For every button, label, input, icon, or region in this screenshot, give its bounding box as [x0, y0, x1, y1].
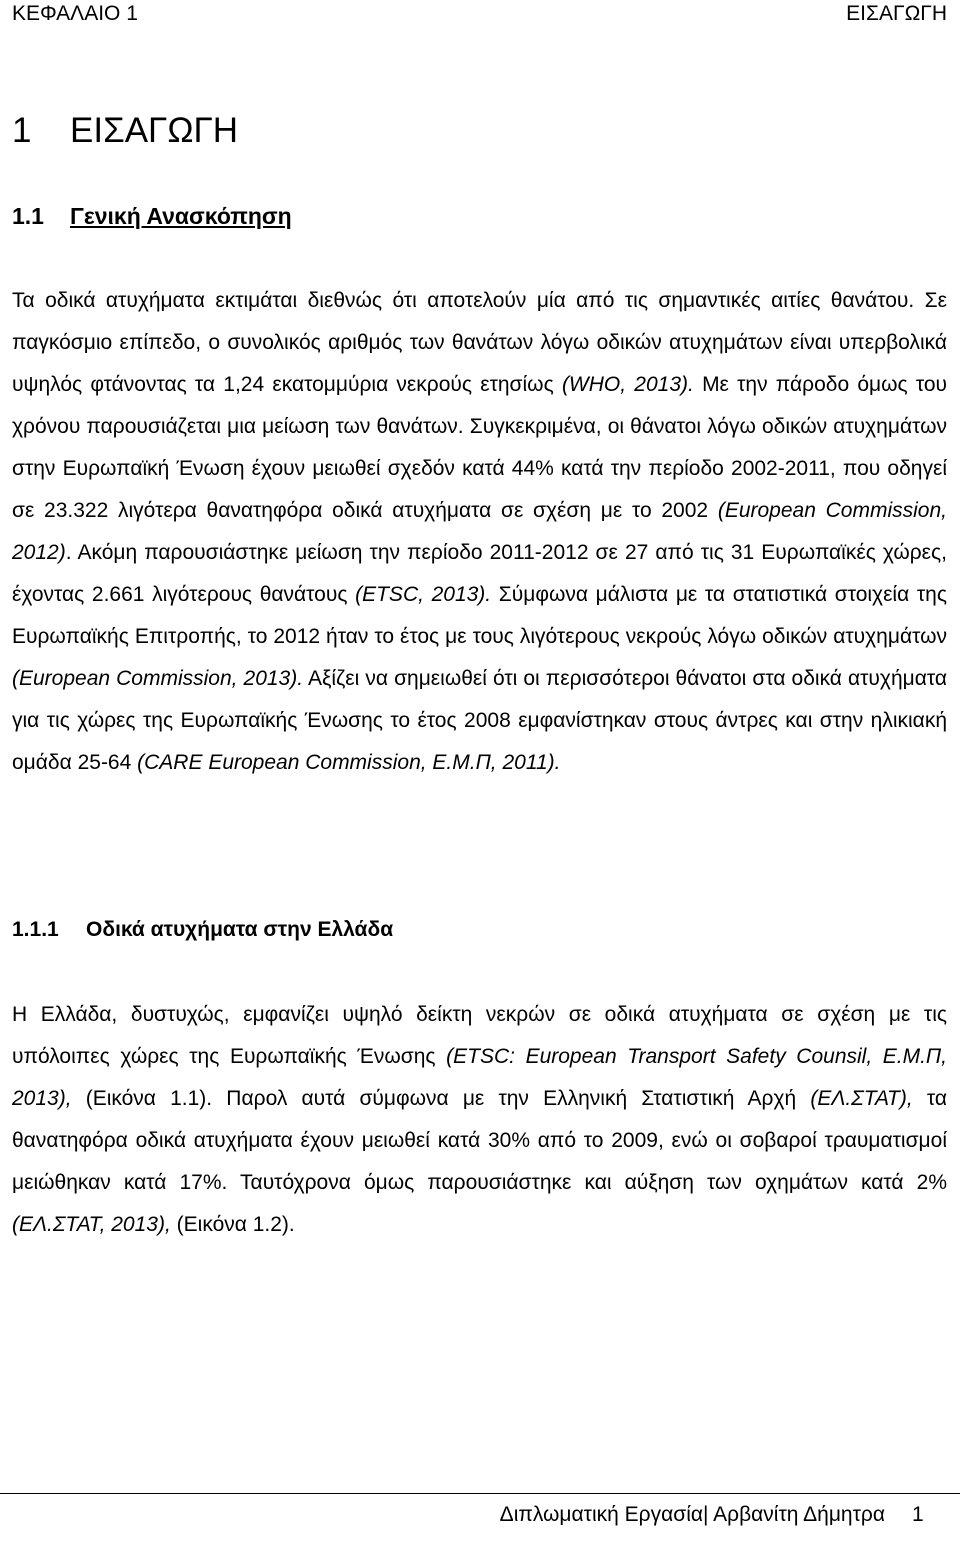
- p2-sentence-2: (Εικόνα 1.1). Παρολ αυτά σύμφωνα με την Ελληνική Στατιστική Αρχή: [85, 1087, 797, 1110]
- p2-citation-2: (ΕΛ.ΣΤΑΤ),: [810, 1087, 913, 1110]
- p2-citation-3: (ΕΛ.ΣΤΑΤ, 2013),: [12, 1213, 171, 1236]
- p1-citation-2: (European Commission, 2012): [12, 499, 947, 564]
- running-header: [12, 0, 947, 30]
- p1-sentence-1: Τα οδικά ατυχήματα εκτιμάται διεθνώς ότι αποτελούν μία από τις σημαντικές αιτίες θανάτου. Σε παγκόσμιο επίπεδο, ο συνολικός αριθμός των θανάτων λόγω οδικών ατυχημάτων είναι υπερβολικά υψηλός φτάνοντας τα 1,24 εκατομμύρια νεκρούς ετησίως: [12, 289, 947, 396]
- header-chapter: ΚΕΦΑΛΑΙΟ 1: [12, 2, 138, 25]
- section-number: 1.1: [12, 203, 44, 229]
- footer-rule: [0, 1493, 960, 1494]
- p1-sentence-3: . Ακόμη παρουσιάστηκε μείωση την περίοδο 2011-2012 σε 27 από τις 31 Ευρωπαϊκές χώρες, έχοντας 2.661 λιγότερους θανάτους: [12, 541, 947, 606]
- p1-sentence-5: Αξίζει να σημειωθεί ότι οι περισσότεροι θάνατοι στα οδικά ατυχήματα για τις χώρες της Ευρωπαϊκής Ένωσης το έτος 2008 εμφανίστηκαν στους άντρες και στην ηλικιακή ομάδα 25-64: [12, 667, 947, 774]
- chapter-title: ΕΙΣΑΓΩΓΗ: [70, 111, 239, 150]
- footer-text: Διπλωματική Εργασία| Αρβανίτη Δήμητρα: [499, 1503, 885, 1526]
- subsection-heading: [12, 914, 393, 946]
- p1-citation-3: (ETSC, 2013).: [355, 583, 492, 606]
- chapter-number: 1: [12, 111, 32, 150]
- p1-sentence-4: Σύμφωνα μάλιστα με τα στατιστικά στοιχεία της Ευρωπαϊκής Επιτροπής, το 2012 ήταν το έτος με τους λιγότερους νεκρούς λόγω οδικών ατυχημάτων: [12, 583, 947, 648]
- p2-sentence-3: τα θανατηφόρα οδικά ατυχήματα έχουν μειωθεί κατά 30% από το 2009, ενώ οι σοβαροί τραυματισμοί μειώθηκαν κατά 17%. Ταυτόχρονα όμως παρουσιάστηκε και αύξηση των οχημάτων κατά 2%: [12, 1087, 947, 1194]
- subsection-number: 1.1.1: [12, 918, 59, 941]
- p1-citation-4: (European Commission, 2013).: [12, 667, 304, 690]
- section-heading: [12, 200, 292, 232]
- paragraph-overview: [12, 280, 947, 784]
- p1-citation-5: (CARE European Commission, Ε.Μ.Π, 2011).: [137, 751, 561, 774]
- p2-citation-1: (ETSC: European Transport Safety Counsil, Ε.Μ.Π, 2013),: [12, 1045, 947, 1110]
- subsection-title: Οδικά ατυχήματα στην Ελλάδα: [86, 918, 394, 941]
- p1-citation-1: (WHO, 2013).: [561, 373, 694, 396]
- section-title: Γενική Ανασκόπηση: [70, 203, 292, 229]
- chapter-heading: [12, 108, 238, 154]
- page-number: 1: [912, 1503, 924, 1526]
- paragraph-greece: [12, 994, 947, 1246]
- p2-sentence-1: Η Ελλάδα, δυστυχώς, εμφανίζει υψηλό δείκτη νεκρών σε οδικά ατυχήματα σε σχέση με τις υπόλοιπες χώρες της Ευρωπαϊκής Ένωσης: [12, 1003, 947, 1068]
- p2-sentence-4: (Εικόνα 1.2).: [176, 1213, 295, 1236]
- header-section: ΕΙΣΑΓΩΓΗ: [846, 2, 947, 25]
- p1-sentence-2: Με την πάροδο όμως του χρόνου παρουσιάζεται μια μείωση των θανάτων. Συγκεκριμένα, οι θάνατοι λόγω οδικών ατυχημάτων στην Ευρωπαϊκή Ένωση έχουν μειωθεί σχεδόν κατά 44% κατά την περίοδο 2002-2011, που οδηγεί σε 23.322 λιγότερα θανατηφόρα οδικά ατυχήματα σε σχέση με το 2002: [12, 373, 948, 522]
